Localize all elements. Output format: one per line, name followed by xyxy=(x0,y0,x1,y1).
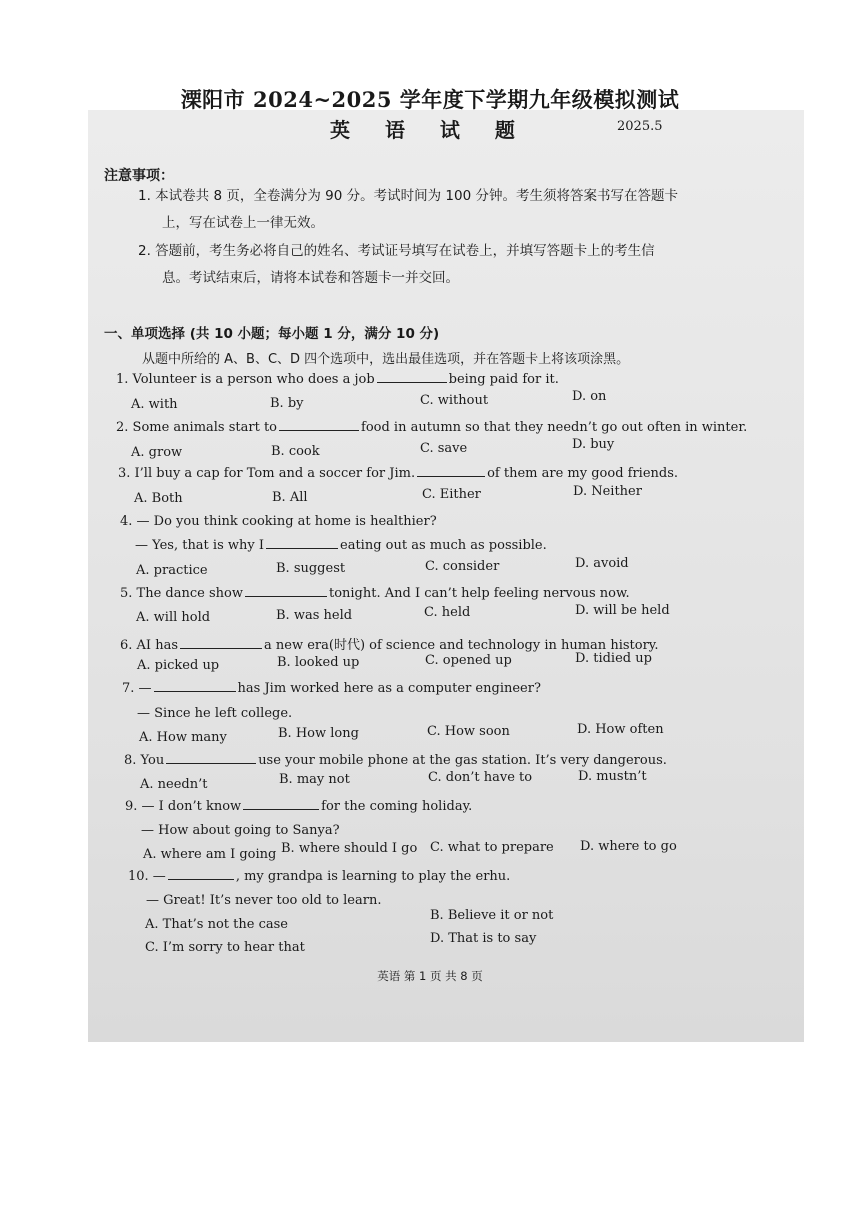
question-6-stem: 6. AI has xyxy=(120,638,178,653)
answer-blank xyxy=(168,878,234,880)
q1-option-a: A. with xyxy=(131,397,178,412)
q10-option-c: C. I’m sorry to hear that xyxy=(145,940,305,955)
q9-option-d: D. where to go xyxy=(580,839,677,854)
q4-option-d: D. avoid xyxy=(575,556,629,571)
q9-option-c: C. what to prepare xyxy=(430,840,554,855)
exam-title: 溧阳市 2024~2025 学年度下学期九年级模拟测试 xyxy=(180,87,680,112)
question-9 xyxy=(125,799,472,814)
q2-option-d: D. buy xyxy=(572,437,615,452)
q8-option-a: A. needn’t xyxy=(140,777,208,792)
answer-blank xyxy=(180,647,262,649)
q3-option-c: C. Either xyxy=(422,487,481,502)
answer-blank xyxy=(245,595,327,597)
q10-option-d: D. That is to say xyxy=(430,931,537,946)
question-7-answer-line: — Since he left college. xyxy=(137,706,293,721)
q5-option-b: B. was held xyxy=(276,608,353,623)
q7-option-c: C. How soon xyxy=(427,724,510,739)
q5-option-c: C. held xyxy=(424,605,471,620)
question-6-stem-end: a new era(时代) of science and technology in human history. xyxy=(264,638,659,653)
question-8-stem-end: use your mobile phone at the gas station. It’s very dangerous. xyxy=(258,753,667,768)
notice-item-2-line1: 2. 答题前，考生务必将自己的姓名、考试证号填写在试卷上，并填写答题卡上的考生信 xyxy=(138,243,655,259)
q1-option-c: C. without xyxy=(420,393,489,408)
q7-option-d: D. How often xyxy=(577,722,664,737)
q6-option-b: B. looked up xyxy=(277,655,360,670)
answer-blank xyxy=(243,808,319,810)
q9-option-a: A. where am I going xyxy=(143,847,277,862)
question-2-stem: 2. Some animals start to xyxy=(116,420,278,435)
question-7-stem-end: has Jim worked here as a computer engineer? xyxy=(237,681,541,696)
notice-item-2-line2: 息。考试结束后，请将本试卷和答题卡一并交回。 xyxy=(162,270,459,286)
q2-option-c: C. save xyxy=(420,441,468,456)
exam-subtitle: 英 语 试 题 xyxy=(330,118,529,142)
answer-blank xyxy=(166,762,256,764)
notice-item-1-line2: 上，写在试卷上一律无效。 xyxy=(162,215,324,231)
q2-option-b: B. cook xyxy=(271,444,320,459)
q1-option-d: D. on xyxy=(572,389,607,404)
q6-option-d: D. tidied up xyxy=(575,651,652,666)
question-4-answer-line xyxy=(135,538,547,553)
question-2 xyxy=(116,420,747,435)
q5-option-a: A. will hold xyxy=(136,610,211,625)
q8-option-c: C. don’t have to xyxy=(428,770,533,785)
q10-option-a: A. That’s not the case xyxy=(145,917,288,932)
question-10-stem-end: , my grandpa is learning to play the erhu. xyxy=(235,869,511,884)
section-instruction: 从题中所给的 A、B、C、D 四个选项中，选出最佳选项，并在答题卡上将该项涂黑。 xyxy=(142,352,630,367)
q9-option-b: B. where should I go xyxy=(281,841,418,856)
question-4-stem-end: eating out as much as possible. xyxy=(340,538,547,553)
question-4: 4. — Do you think cooking at home is healthier? xyxy=(120,514,437,529)
q3-option-b: B. All xyxy=(272,490,308,505)
q4-option-b: B. suggest xyxy=(276,561,346,576)
question-4-stem: — Yes, that is why I xyxy=(135,538,264,553)
q7-option-b: B. How long xyxy=(278,726,359,741)
answer-blank xyxy=(417,475,485,477)
question-5-stem: 5. The dance show xyxy=(120,586,243,601)
question-10-stem: 10. — xyxy=(128,869,166,884)
answer-blank xyxy=(279,429,359,431)
answer-blank xyxy=(266,547,338,549)
q3-option-d: D. Neither xyxy=(573,484,642,499)
q2-option-a: A. grow xyxy=(131,445,183,460)
question-10 xyxy=(128,869,510,884)
question-1-stem: 1. Volunteer is a person who does a job xyxy=(116,372,375,387)
answer-blank xyxy=(377,381,447,383)
question-9-answer-line: — How about going to Sanya? xyxy=(141,823,340,838)
question-7-stem: 7. — xyxy=(122,681,152,696)
question-10-answer-line: — Great! It’s never too old to learn. xyxy=(146,893,382,908)
q8-option-b: B. may not xyxy=(279,772,350,787)
exam-date: 2025.5 xyxy=(617,119,663,134)
question-9-stem: 9. — I don’t know xyxy=(125,799,242,814)
section-heading: 一、单项选择 (共 10 小题；每小题 1 分，满分 10 分) xyxy=(104,326,440,342)
question-2-stem-end: food in autumn so that they needn’t go out often in winter. xyxy=(361,420,748,435)
q6-option-a: A. picked up xyxy=(137,658,220,673)
question-1 xyxy=(116,372,559,387)
question-7 xyxy=(122,681,541,696)
q4-option-c: C. consider xyxy=(425,559,500,574)
question-5-stem-end: tonight. And I can’t help feeling nervous now. xyxy=(328,586,630,601)
question-1-stem-end: being paid for it. xyxy=(448,372,559,387)
q7-option-a: A. How many xyxy=(139,730,227,745)
page-footer: 英语 第 1 页 共 8 页 xyxy=(377,969,483,983)
question-9-stem-end: for the coming holiday. xyxy=(321,799,473,814)
q1-option-b: B. by xyxy=(270,396,304,411)
q8-option-d: D. mustn’t xyxy=(578,769,647,784)
q5-option-d: D. will be held xyxy=(575,603,670,618)
q4-option-a: A. practice xyxy=(136,563,208,578)
question-3-stem: 3. I’ll buy a cap for Tom and a soccer for Jim. xyxy=(118,466,416,481)
question-8 xyxy=(124,753,667,768)
q3-option-a: A. Both xyxy=(134,491,183,506)
notice-heading: 注意事项： xyxy=(104,168,174,184)
q6-option-c: C. opened up xyxy=(425,653,512,668)
answer-blank xyxy=(154,690,236,692)
question-3 xyxy=(118,466,678,481)
question-3-stem-end: of them are my good friends. xyxy=(487,466,679,481)
question-5 xyxy=(120,586,630,601)
notice-item-1-line1: 1. 本试卷共 8 页，全卷满分为 90 分。考试时间为 100 分钟。考生须将答案书写在答题卡 xyxy=(138,188,678,204)
q10-option-b: B. Believe it or not xyxy=(430,908,554,923)
question-8-stem: 8. You xyxy=(124,753,165,768)
